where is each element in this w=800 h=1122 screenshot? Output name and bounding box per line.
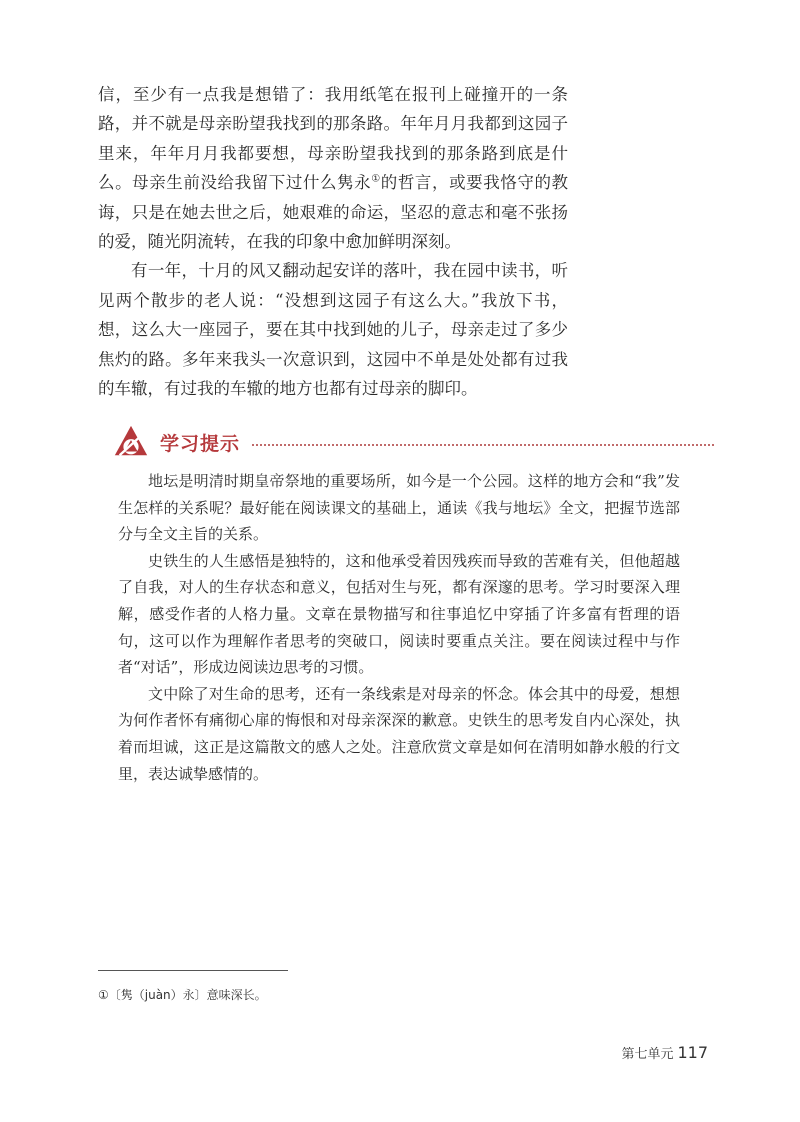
body-paragraph: 有一年，十月的风又翻动起安详的落叶，我在园中读书，听见两个散步的老人说：“没想到这园子有这么大。”我放下书，想，这么大一座园子，要在其中找到她的儿子，母亲走过了多少焦灼的路。多年来我头一次意识到，这园中不单是处处都有过我的车辙，有过我的车辙的地方也都有过母亲的脚印。 [98,261,568,399]
dotted-divider [252,444,714,446]
study-tips-header [112,423,714,463]
study-tips-title: 学习提示 [160,433,241,455]
page-footer [621,1043,708,1062]
study-tips-body [118,468,680,787]
tips-paragraph: 史铁生的人生感悟是独特的，这和他承受着因残疾而导致的苦难有关，但他超越了自我，对人的生存状态和意义，包括对生与死，都有深邃的思考。学习时要深入理解，感受作者的人格力量。文章在景物描写和往事追忆中穿插了许多富有哲理的语句，这可以作为理解作者思考的突破口，阅读时要重点关注。要在阅读过程中与作者“对话”，形成边阅读边思考的习惯。 [118,551,680,677]
body-text [98,80,568,403]
body-paragraph-part: 的哲言，或要我恪守的教诲，只是在她去世之后，她艰难的命运，坚忍的意志和毫不张扬的爱，随光阴流转，在我的印象中愈加鲜明深刻。 [98,173,569,252]
triangle-logo-icon [112,423,150,461]
footnote-divider [98,970,288,971]
footnote: ①〔隽（juàn）永〕意味深长。 [98,988,267,1002]
body-paragraph [98,80,568,256]
tips-paragraph: 地坛是明清时期皇帝祭地的重要场所，如今是一个公园。这样的地方会和“我”发生怎样的关系呢？最好能在阅读课文的基础上，通读《我与地坛》全文，把握节选部分与全文主旨的关系。 [118,472,680,544]
page-number: 117 [677,1043,708,1062]
tips-paragraph: 文中除了对生命的思考，还有一条线索是对母亲的怀念。体会其中的母爱，想想为何作者怀有痛彻心扉的悔恨和对母亲深深的歉意。史铁生的思考发自内心深处，执着而坦诚，这正是这篇散文的感人之处。注意欣赏文章是如何在清明如静水般的行文里，表达诚挚感情的。 [118,684,680,783]
footnote-reference[interactable]: ① [371,173,381,185]
body-paragraph-part: 信，至少有一点我是想错了：我用纸笔在报刊上碰撞开的一条路，并不就是母亲盼望我找到的那条路。年年月月我都到这园子里来，年年月月我都要想，母亲盼望我找到的那条路到底是什么。母亲生前没给我留下过什么隽永 [98,85,568,193]
unit-label: 第七单元 [621,1047,674,1062]
